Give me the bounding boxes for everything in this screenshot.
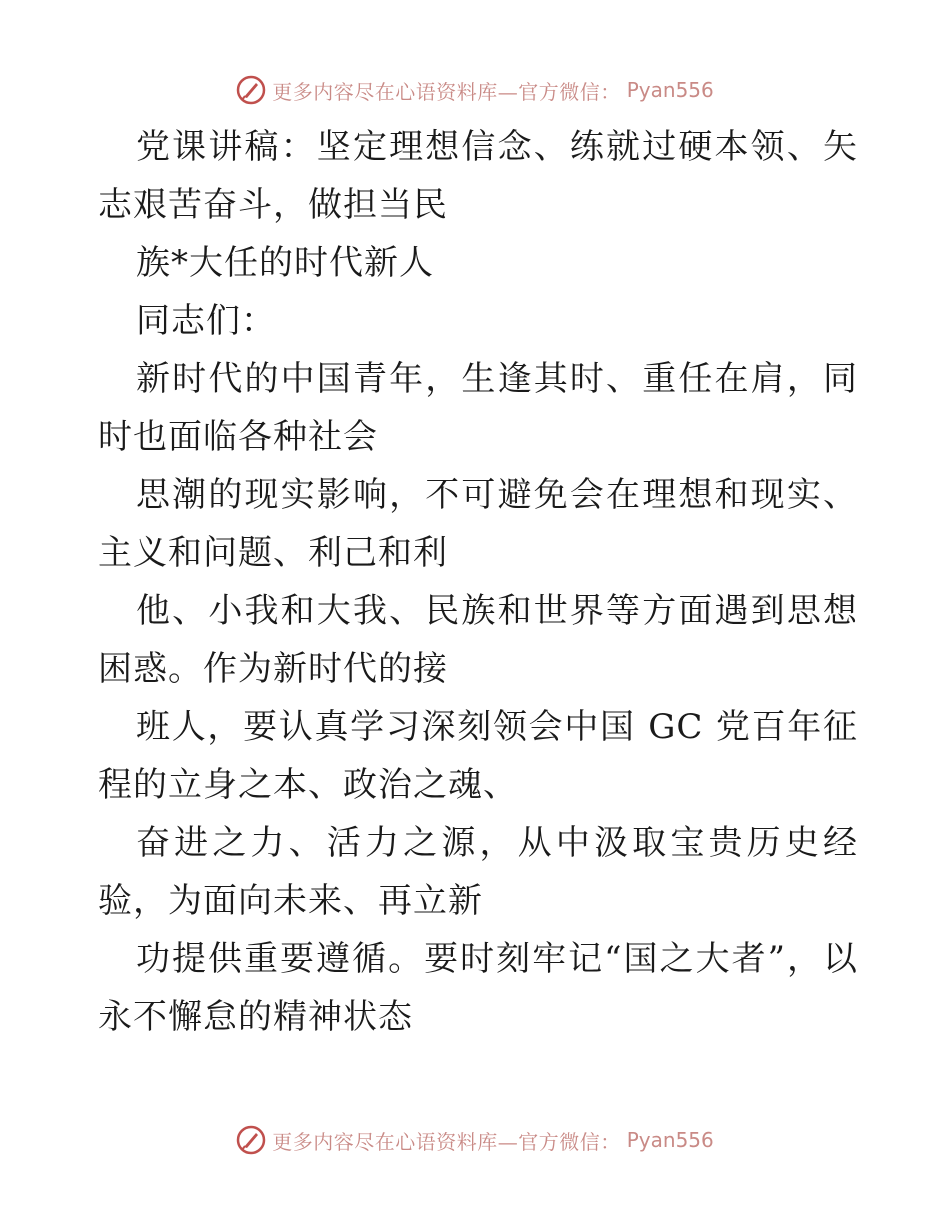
paragraph: 同志们：: [136, 301, 276, 341]
paragraph: 思潮的现实影响，不可避免会在理想和现实、主义和问题、利己和利: [98, 475, 858, 573]
watermark-wechat-id: Pyan556: [626, 1128, 714, 1152]
footer-watermark: [0, 1120, 950, 1160]
paragraph: 班人，要认真学习深刻领会中国 GC 党百年征程的立身之本、政治之魂、: [98, 707, 858, 805]
watermark-wechat-id: Pyan556: [626, 78, 714, 102]
paragraph: 他、小我和大我、民族和世界等方面遇到思想困惑。作为新时代的接: [98, 591, 858, 689]
paragraph: 党课讲稿：坚定理想信念、练就过硬本领、矢志艰苦奋斗，做担当民: [98, 127, 858, 225]
watermark-text: 更多内容尽在心语资料库—官方微信：: [272, 1129, 621, 1154]
feather-pen-icon: [236, 1125, 266, 1155]
paragraph: 奋进之力、活力之源，从中汲取宝贵历史经验，为面向未来、再立新: [98, 823, 858, 921]
header-watermark: [0, 70, 950, 110]
paragraph: 族*大任的时代新人: [136, 243, 434, 283]
document-body: [98, 118, 858, 1046]
paragraph: 功提供重要遵循。要时刻牢记“国之大者”，以永不懈怠的精神状态: [98, 939, 858, 1037]
paragraph: 新时代的中国青年，生逢其时、重任在肩，同时也面临各种社会: [98, 359, 858, 457]
watermark-text: 更多内容尽在心语资料库—官方微信：: [272, 79, 621, 104]
feather-pen-icon: [236, 75, 266, 105]
